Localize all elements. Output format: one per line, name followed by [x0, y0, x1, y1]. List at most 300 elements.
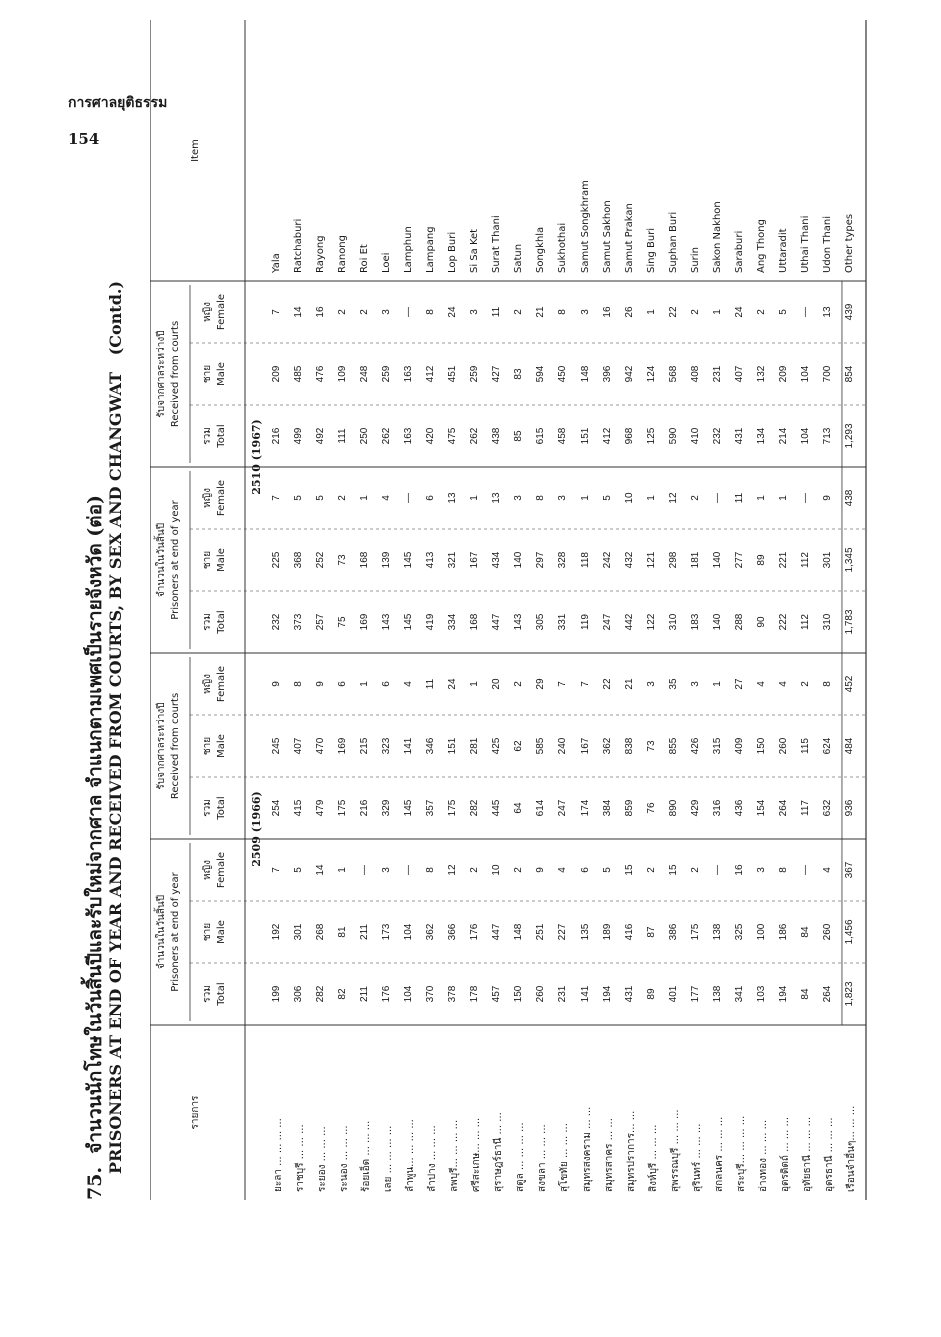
table-cell-value: 177	[689, 985, 701, 1003]
table-cell-value: 251	[535, 923, 547, 941]
table-cell-value: 4	[381, 495, 393, 501]
table-cell-value: 183	[689, 613, 701, 631]
male-header-thai: ชาย	[202, 922, 213, 942]
table-cell-value: 247	[601, 613, 613, 631]
table-cell-value: 199	[271, 985, 282, 1003]
table-cell-value: 90	[755, 616, 767, 628]
table-cell-value: 24	[733, 306, 745, 318]
row-label-english: Suphan Buri	[667, 211, 679, 273]
table-cell-value: 231	[711, 365, 723, 383]
total-header-english: Total	[216, 796, 227, 820]
table-cell-value: 438	[491, 427, 503, 445]
table-cell-value: 426	[689, 737, 701, 755]
table-cell-value: 1	[645, 309, 657, 315]
table-cell-value: 3	[689, 681, 701, 687]
table-cell-value: 5	[601, 867, 613, 873]
table-cell-value: 260	[821, 923, 833, 941]
table-cell-value: 452	[843, 675, 855, 693]
title-contd: (Contd.)	[106, 280, 125, 356]
table-cell-value: —	[403, 307, 415, 317]
table-cell-value: 855	[667, 737, 679, 755]
table-cell-value: 485	[293, 365, 305, 383]
table-cell-value: 262	[381, 427, 393, 445]
table-cell-value: 4	[403, 681, 415, 687]
table-cell-value: 35	[667, 678, 679, 690]
table-cell-value: 3	[557, 495, 569, 501]
total-header-thai: รวม	[202, 613, 213, 631]
table-cell-value: 3	[755, 867, 767, 873]
row-label-english: Satun	[513, 243, 525, 273]
table-cell-value: 119	[579, 614, 591, 630]
received-header-english: Received from courts	[170, 692, 181, 800]
table-cell-value: 450	[557, 365, 569, 383]
table-cell-value: 4	[755, 681, 767, 687]
table-cell-value: 216	[359, 799, 371, 817]
table-cell-value: 4	[557, 867, 569, 873]
table-cell-value: 492	[315, 427, 327, 445]
table-cell-value: 11	[733, 492, 745, 504]
table-cell-value: 16	[315, 306, 327, 318]
table-cell-value: 141	[403, 737, 415, 755]
table-cell-value: 132	[755, 365, 767, 383]
table-cell-value: 118	[579, 552, 591, 568]
table-cell-value: 89	[755, 554, 767, 566]
table-cell-value: 21	[535, 306, 547, 318]
table-cell-value: 4	[777, 681, 789, 687]
table-cell-value: 175	[689, 923, 701, 941]
table-cell-value: 222	[777, 613, 789, 631]
table-cell-value: 1	[469, 681, 481, 687]
table-cell-value: 409	[733, 737, 745, 755]
table-cell-value: 225	[271, 551, 282, 569]
table-cell-value: 221	[777, 551, 789, 569]
table-cell-value: 429	[689, 799, 701, 817]
row-label-english: Samut Songkhram	[579, 180, 591, 273]
table-cell-value: 245	[271, 737, 282, 755]
row-label-thai: เลย ... ... ... ...	[383, 1125, 395, 1192]
table-cell-value: 176	[469, 923, 481, 941]
table-cell-value: 151	[447, 737, 459, 755]
table-cell-value: 21	[623, 678, 635, 690]
table-cell-value: 413	[425, 551, 437, 569]
table-cell-value: 2	[645, 867, 657, 873]
total-header-thai: รวม	[202, 427, 213, 445]
table-cell-value: 104	[799, 427, 811, 445]
table-cell-value: 175	[337, 799, 349, 817]
table-cell-value: 135	[579, 923, 591, 941]
row-label-english: Ang Thong	[755, 219, 767, 273]
title-english-text: PRISONERS AT END OF YEAR AND RECEIVED FROM COURTS, BY SEX AND CHANGWAT	[106, 372, 125, 1174]
row-label-english: Si Sa Ket	[469, 228, 481, 273]
row-label-english: Lop Buri	[447, 231, 459, 273]
table-cell-value: 282	[469, 799, 481, 817]
table-cell-value: 8	[425, 867, 437, 873]
table-cell-value: 103	[755, 985, 767, 1003]
table-cell-value: 412	[425, 365, 437, 383]
row-label-english: Loei	[381, 252, 393, 273]
table-cell-value: 384	[601, 799, 613, 817]
female-header-thai: หญิง	[202, 860, 213, 880]
table-cell-value: 3	[579, 309, 591, 315]
table-cell-value: 407	[293, 737, 305, 755]
table-cell-value: 415	[293, 799, 305, 817]
table-cell-value: 262	[469, 427, 481, 445]
table-cell-value: 310	[821, 613, 833, 631]
row-label-thai: ลำปาง ... ... ...	[427, 1125, 439, 1192]
male-header-english: Male	[216, 548, 227, 572]
table-cell-value: 189	[601, 923, 613, 941]
table-cell-value: 2	[513, 681, 525, 687]
table-cell-value: 248	[359, 365, 371, 383]
table-cell-value: 167	[579, 737, 591, 755]
table-cell-value: 8	[821, 681, 833, 687]
table-cell-value: 5	[777, 309, 789, 315]
table-cell-value: 27	[733, 678, 745, 690]
table-cell-value: 439	[843, 303, 855, 321]
table-cell-value: 386	[667, 923, 679, 941]
table-cell-value: 2	[689, 309, 701, 315]
table-cell-value: 16	[601, 306, 613, 318]
total-header-english: Total	[216, 982, 227, 1006]
table-cell-value: 1,456	[843, 919, 855, 945]
row-label-thai: ลำพูน... ... ... ...	[405, 1119, 417, 1192]
table-cell-value: 125	[645, 427, 657, 445]
title-thai-text: จำนวนนักโทษในวันสิ้นปีและรับใหม่จากศาล จำแนกตามเพศเป็นรายจังหวัด (ต่อ)	[84, 494, 106, 1154]
table-cell-value: 568	[667, 365, 679, 383]
table-cell-value: 1	[711, 681, 723, 687]
row-label-thai: สกลนคร ... ... ...	[713, 1116, 725, 1192]
male-header-english: Male	[216, 734, 227, 758]
year-label-2510: 2510 (1967)	[250, 419, 263, 495]
table-cell-value: 968	[623, 427, 635, 445]
table-cell-value: 2	[469, 867, 481, 873]
table-cell-value: 242	[601, 551, 613, 569]
table-cell-value: 100	[755, 923, 767, 941]
row-label-thai: ร้อยเอ็ด ... ... ...	[361, 1120, 373, 1192]
table-cell-value: 431	[733, 427, 745, 445]
table-cell-value: 305	[535, 613, 547, 631]
table-cell-value: 104	[403, 923, 415, 941]
table-cell-value: 416	[623, 923, 635, 941]
table-cell-value: 145	[403, 799, 415, 817]
table-cell-value: 215	[359, 737, 371, 755]
row-label-thai: ระยอง ... ... ...	[317, 1126, 329, 1192]
table-cell-value: 194	[601, 985, 613, 1003]
table-cell-value: 2	[337, 309, 349, 315]
table-cell-value: 432	[623, 551, 635, 569]
table-cell-value: 240	[557, 737, 569, 755]
table-cell-value: 1,293	[843, 423, 855, 449]
total-header-thai: รวม	[202, 985, 213, 1003]
table-cell-value: 7	[271, 495, 282, 501]
table-cell-value: 3	[513, 495, 525, 501]
table-cell-value: 396	[601, 365, 613, 383]
table-cell-value: 5	[601, 495, 613, 501]
table-cell-value: 306	[293, 985, 305, 1003]
row-label-english: Saraburi	[733, 230, 745, 273]
table-cell-value: 168	[469, 613, 481, 631]
table-cell-value: 173	[381, 923, 393, 941]
table-cell-value: 451	[447, 365, 459, 383]
table-cell-value: 1,783	[843, 609, 855, 635]
table-cell-value: 175	[447, 799, 459, 817]
table-cell-value: 117	[799, 800, 811, 816]
table-cell-value: 325	[733, 923, 745, 941]
table-cell-value: 942	[623, 365, 635, 383]
row-label-english: Udon Thani	[821, 216, 833, 273]
table-cell-value: 2	[359, 309, 371, 315]
table-cell-value: 890	[667, 799, 679, 817]
table-cell-value: 150	[755, 737, 767, 755]
table-cell-value: 9	[821, 495, 833, 501]
table-cell-value: 7	[557, 681, 569, 687]
table-cell-value: 854	[843, 365, 855, 383]
row-label-thai: สุโขทัย ... ... ...	[559, 1123, 571, 1192]
page-number: 154	[68, 130, 100, 148]
table-cell-value: 9	[535, 867, 547, 873]
table-cell-value: 140	[711, 613, 723, 631]
table-cell-value: 174	[579, 799, 591, 817]
row-label-english: Surat Thani	[491, 215, 503, 273]
row-label-english: Uttaradit	[777, 228, 789, 273]
table-cell-value: 624	[821, 737, 833, 755]
table-cell-value: 476	[315, 365, 327, 383]
table-cell-value: 5	[293, 495, 305, 501]
table-cell-value: 410	[689, 427, 701, 445]
female-header-english: Female	[216, 665, 227, 703]
table-cell-value: 310	[667, 613, 679, 631]
table-cell-value: 138	[711, 985, 723, 1003]
table-cell-value: 214	[777, 427, 789, 445]
table-cell-value: 301	[293, 923, 305, 941]
row-label-english: Songkhla	[535, 226, 547, 273]
table-cell-value: 163	[403, 427, 415, 445]
table-cell-value: 104	[799, 365, 811, 383]
table-cell-value: 211	[359, 924, 371, 940]
row-label-english: Sakon Nakhon	[711, 201, 723, 273]
table-cell-value: 145	[403, 613, 415, 631]
table-cell-value: 232	[271, 613, 282, 631]
table-cell-value: 9	[271, 681, 282, 687]
table-cell-value: 85	[513, 430, 525, 442]
table-cell-value: 89	[645, 988, 657, 1000]
table-cell-value: —	[359, 865, 371, 875]
table-cell-value: 334	[447, 613, 459, 631]
table-cell-value: 297	[535, 551, 547, 569]
table-cell-value: 346	[425, 737, 437, 755]
female-header-thai: หญิง	[202, 302, 213, 322]
table-cell-value: 2	[689, 867, 701, 873]
row-label-english: Lampang	[425, 226, 437, 273]
table-cell-value: 594	[535, 365, 547, 383]
row-label-thai: ระนอง ... ... ...	[339, 1125, 351, 1192]
table-cell-value: 15	[667, 864, 679, 876]
female-header-thai: หญิง	[202, 488, 213, 508]
table-cell-value: 328	[557, 551, 569, 569]
table-cell-value: 8	[425, 309, 437, 315]
item-header-thai: รายการ	[190, 1095, 201, 1130]
table-cell-value: 26	[623, 306, 635, 318]
table-cell-value: 143	[513, 613, 525, 631]
table-cell-value: 145	[403, 551, 415, 569]
table-cell-value: 419	[425, 613, 437, 631]
table-cell-value: 362	[425, 923, 437, 941]
row-label-thai: ราชบุรี ... ... ...	[295, 1124, 307, 1192]
row-label-thai: สุราษฎร์ธานี ... ...	[493, 1112, 505, 1192]
table-cell-value: 75	[337, 616, 349, 628]
table-cell-value: 112	[799, 614, 811, 630]
table-cell-value: 186	[777, 923, 789, 941]
table-cell-value: 321	[447, 551, 459, 569]
row-label-english: Lamphun	[403, 226, 415, 273]
table-cell-value: 22	[601, 678, 613, 690]
table-cell-value: 81	[337, 926, 349, 938]
table-cell-value: 84	[799, 988, 811, 1000]
row-label-english: Yala	[271, 253, 282, 273]
row-label-english: Other types	[843, 213, 855, 273]
table-cell-value: 11	[425, 678, 437, 690]
table-cell-value: 615	[535, 427, 547, 445]
table-cell-value: 1	[755, 495, 767, 501]
table-cell-value: 257	[315, 613, 327, 631]
row-label-thai: เรือนจำอื่นๆ... ... ...	[845, 1105, 857, 1192]
table-cell-value: 29	[535, 678, 547, 690]
table-cell-value: 169	[337, 737, 349, 755]
table-cell-value: 14	[293, 306, 305, 318]
table-cell-value: 370	[425, 985, 437, 1003]
row-label-english: Surin	[689, 247, 701, 273]
table-cell-value: 151	[579, 427, 591, 445]
table-cell-value: 431	[623, 985, 635, 1003]
row-label-english: Sing Buri	[645, 227, 657, 273]
table-cell-value: 329	[381, 799, 393, 817]
table-cell-value: 447	[491, 613, 503, 631]
table-cell-value: 1	[579, 495, 591, 501]
received-header-thai: รับจากศาลระหว่างปี	[156, 702, 167, 790]
year-label-2509: 2509 (1966)	[250, 791, 263, 867]
table-cell-value: 260	[777, 737, 789, 755]
table-cell-value: 7	[271, 867, 282, 873]
table-cell-value: 122	[645, 613, 657, 631]
table-cell-value: 252	[315, 551, 327, 569]
table-cell-value: 6	[381, 681, 393, 687]
table-cell-value: 259	[469, 365, 481, 383]
table-cell-value: 590	[667, 427, 679, 445]
table-cell-value: 341	[733, 985, 745, 1003]
table-cell-value: 412	[601, 427, 613, 445]
table-cell-value: 11	[491, 306, 503, 318]
table-cell-value: 13	[447, 492, 459, 504]
prisoners-header-thai: จำนวนในวันสิ้นปี	[156, 522, 167, 598]
item-header-english: Item	[190, 139, 201, 162]
table-cell-value: 121	[645, 551, 657, 569]
table-cell-value: 425	[491, 737, 503, 755]
female-header-thai: หญิง	[202, 674, 213, 694]
table-cell-value: 7	[271, 309, 282, 315]
row-label-thai: อุดรธานี ... ... ...	[823, 1117, 835, 1192]
table-cell-value: 24	[447, 306, 459, 318]
row-label-thai: สมุทรสาคร ... ...	[603, 1118, 615, 1192]
table-cell-value: 6	[425, 495, 437, 501]
table-cell-value: 475	[447, 427, 459, 445]
table-cell-value: 150	[513, 985, 525, 1003]
male-header-thai: ชาย	[202, 550, 213, 570]
table-cell-value: 1	[359, 495, 371, 501]
table-cell-value: 1,345	[843, 547, 855, 573]
table-cell-value: —	[403, 865, 415, 875]
table-cell-value: 194	[777, 985, 789, 1003]
table-cell-value: 13	[491, 492, 503, 504]
table-cell-value: —	[799, 493, 811, 503]
row-label-thai: อ่างทอง ... ... ...	[757, 1119, 769, 1192]
table-cell-value: 84	[799, 926, 811, 938]
table-cell-value: 247	[557, 799, 569, 817]
table-number: 75.	[84, 1166, 106, 1200]
table-cell-value: 73	[645, 740, 657, 752]
table-cell-value: 227	[557, 923, 569, 941]
table-cell-value: 104	[403, 985, 415, 1003]
table-cell-value: 9	[315, 681, 327, 687]
table-cell-value: 420	[425, 427, 437, 445]
table-cell-value: 859	[623, 799, 635, 817]
table-cell-value: 124	[645, 365, 657, 383]
table-cell-value: 301	[821, 551, 833, 569]
row-label-english: Ranong	[337, 235, 349, 273]
table-cell-value: 438	[843, 489, 855, 507]
table-cell-value: 250	[359, 427, 371, 445]
row-label-thai: ศรีสะเกษ... ... ...	[471, 1117, 483, 1192]
table-cell-value: 362	[601, 737, 613, 755]
table-cell-value: 936	[843, 799, 855, 817]
table-cell-value: 140	[513, 551, 525, 569]
table-cell-value: 1	[469, 495, 481, 501]
table-cell-value: 2	[755, 309, 767, 315]
table-cell-value: 167	[469, 551, 481, 569]
row-label-english: Sukhothai	[557, 222, 569, 273]
table-cell-value: 378	[447, 985, 459, 1003]
table-cell-value: 434	[491, 551, 503, 569]
table-cell-value: 260	[535, 985, 547, 1003]
table-cell-value: 231	[557, 985, 569, 1003]
prisoners-header-english: Prisoners at end of year	[170, 872, 181, 992]
table-cell-value: 73	[337, 554, 349, 566]
male-header-thai: ชาย	[202, 364, 213, 384]
table-cell-value: 713	[821, 427, 833, 445]
male-header-english: Male	[216, 362, 227, 386]
table-title-english	[106, 24, 125, 1174]
table-cell-value: 181	[689, 551, 701, 569]
table-cell-value: 614	[535, 799, 547, 817]
table-cell-value: 138	[711, 923, 723, 941]
table-cell-value: 168	[359, 551, 371, 569]
table-cell-value: 2	[513, 309, 525, 315]
table-cell-value: 24	[447, 678, 459, 690]
table-cell-value: 154	[755, 799, 767, 817]
table-cell-value: 83	[513, 368, 525, 380]
table-cell-value: 457	[491, 985, 503, 1003]
table-cell-value: 3	[381, 309, 393, 315]
table-cell-value: 499	[293, 427, 305, 445]
table-cell-value: 323	[381, 737, 393, 755]
table-cell-value: 436	[733, 799, 745, 817]
table-cell-value: 2	[337, 495, 349, 501]
male-header-english: Male	[216, 920, 227, 944]
table-cell-value: 277	[733, 551, 745, 569]
table-cell-value: 8	[535, 495, 547, 501]
table-cell-value: 12	[447, 864, 459, 876]
table-cell-value: 288	[733, 613, 745, 631]
row-label-english: Rayong	[315, 235, 327, 273]
